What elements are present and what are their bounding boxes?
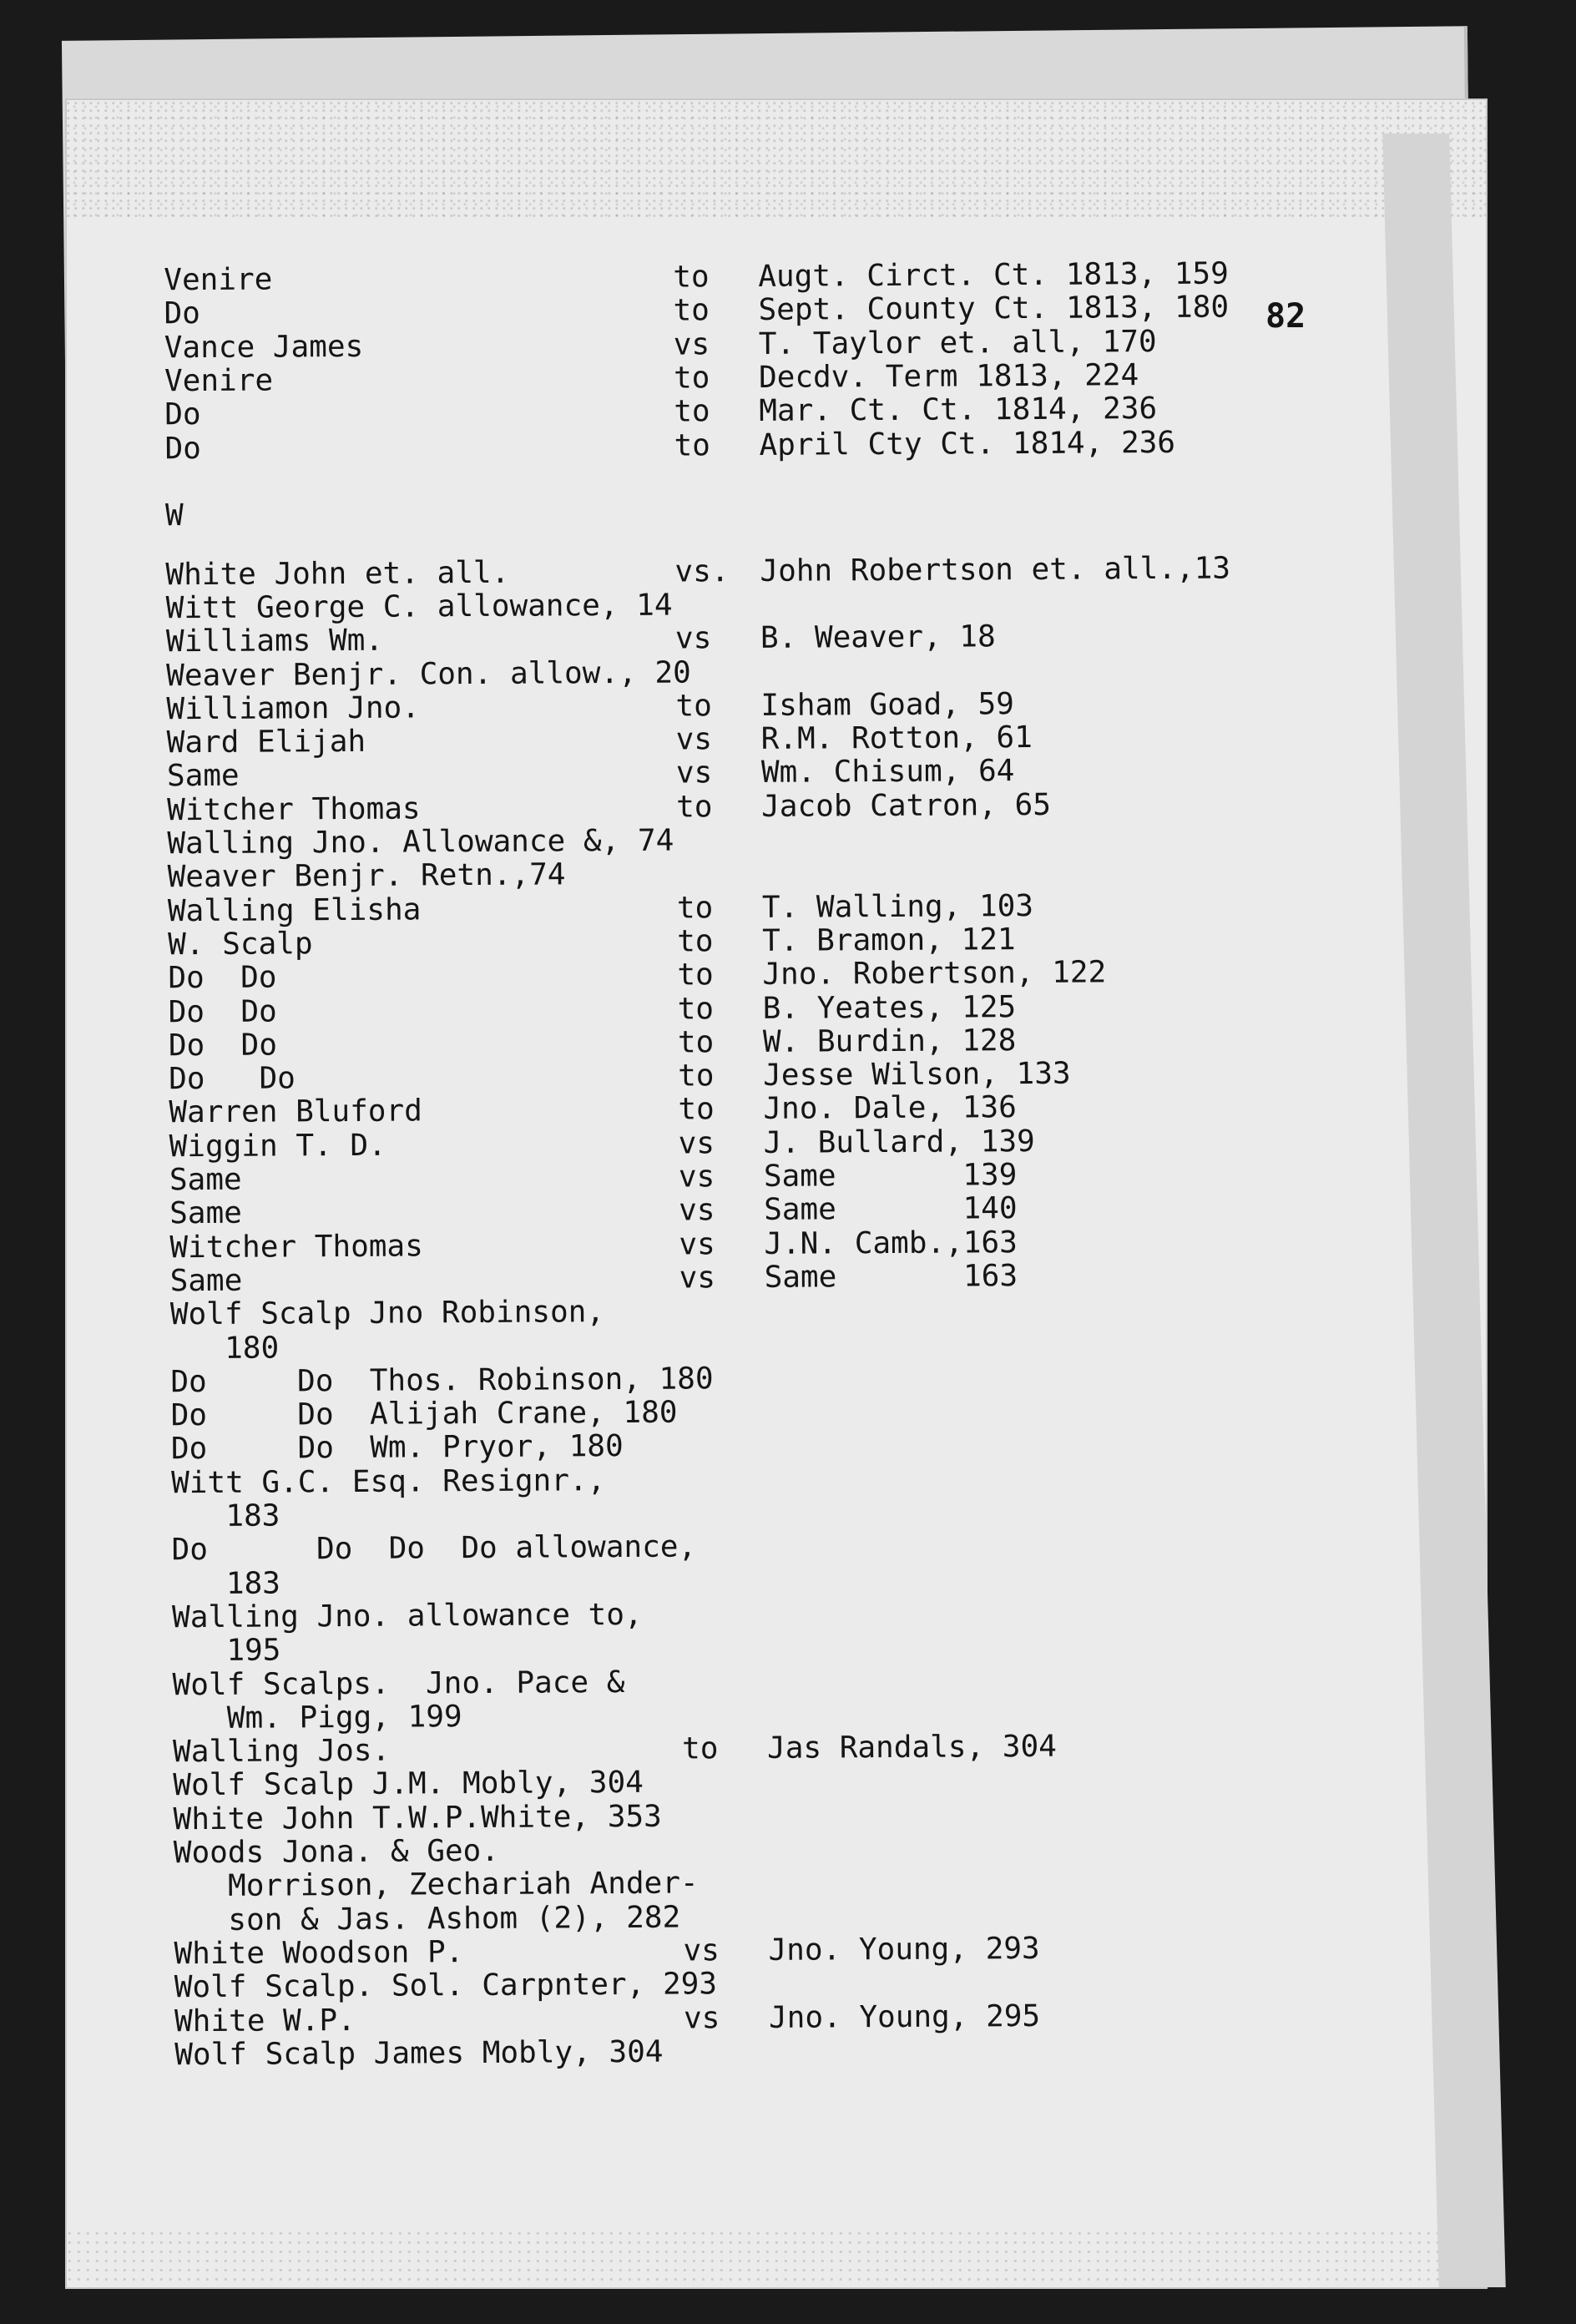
entry-ref: J. Bullard, 139 xyxy=(763,1124,1035,1160)
entry-ref: T. Bramon, 121 xyxy=(762,922,1016,958)
entry-rel: to xyxy=(673,361,710,396)
entry-name: Wiggin T. D. xyxy=(169,1128,386,1164)
entry-ref: Same 163 xyxy=(764,1258,1018,1295)
entry-name: White Woodson P. xyxy=(174,1935,464,1972)
entry-name: White John et. all. xyxy=(165,555,510,592)
entry-name: Walling Jno. allowance to, xyxy=(171,1597,643,1635)
entry-name: Witcher Thomas xyxy=(167,791,421,827)
entry-name: Witt George C. allowance, 14 xyxy=(165,588,673,626)
entry-rel: vs xyxy=(675,755,713,791)
entry-name: White John T.W.P.White, 353 xyxy=(173,1799,662,1836)
entry-ref: Jno. Young, 293 xyxy=(768,1931,1040,1968)
entry-name: Venire xyxy=(164,262,273,298)
entry-name: Do Do xyxy=(168,960,277,996)
entry-rel: to xyxy=(678,1092,715,1127)
entry-rel: vs. xyxy=(674,553,730,589)
entry-name: Williamon Jno. xyxy=(166,690,421,727)
entry-name: Weaver Benjr. Retn.,74 xyxy=(167,857,566,895)
entry-name: Wolf Scalp James Mobly, 304 xyxy=(174,2034,664,2073)
entry-name: 183 xyxy=(171,1498,280,1534)
entry-ref: Jacob Catron, 65 xyxy=(761,787,1052,824)
entry-rel: vs xyxy=(683,1933,720,1968)
entry-name: 183 xyxy=(171,1566,281,1601)
entry-name: Do Do xyxy=(168,993,277,1029)
entry-rel: to xyxy=(676,790,713,825)
entry-name: Same xyxy=(169,1162,242,1198)
entry-name: Wolf Scalps. Jno. Pace & xyxy=(172,1665,625,1702)
entry-ref: Sept. County Ct. 1813, 180 xyxy=(758,290,1230,328)
entry-name: Weaver Benjr. Con. allow., 20 xyxy=(166,654,691,693)
entry-ref: B. Yeates, 125 xyxy=(762,989,1017,1026)
entry-name: Do xyxy=(164,431,202,466)
entry-rel: to xyxy=(674,394,710,429)
entry-rel: to xyxy=(676,890,714,926)
entry-rel: to xyxy=(677,1025,715,1060)
entry-rel: to xyxy=(678,1058,715,1094)
entry-rel: to xyxy=(674,427,711,463)
entry-name: Witcher Thomas xyxy=(169,1229,423,1265)
entry-ref: Same 139 xyxy=(763,1158,1018,1194)
entry-ref: R.M. Rotton, 61 xyxy=(760,720,1033,757)
entry-ref: April Cty Ct. 1814, 236 xyxy=(759,425,1176,462)
entry-ref: T. Taylor et. all, 170 xyxy=(758,324,1157,361)
entry-ref: Isham Goad, 59 xyxy=(760,686,1015,723)
index-entries xyxy=(67,92,1499,2271)
entry-rel: to xyxy=(673,260,710,295)
entry-rel: to xyxy=(677,957,714,993)
entry-name: Walling Elisha xyxy=(167,892,422,928)
entry-name: son & Jas. Ashom (2), 282 xyxy=(174,1900,681,1938)
entry-name: Do xyxy=(164,397,201,432)
entry-ref: Jno. Robertson, 122 xyxy=(762,955,1107,993)
entry-rel: to xyxy=(677,991,715,1027)
entry-name: Ward Elijah xyxy=(166,724,366,760)
entry-rel: to xyxy=(673,293,710,328)
entry-name: Wolf Scalp. Sol. Carpnter, 293 xyxy=(174,1967,718,2005)
entry-rel: vs xyxy=(679,1193,715,1228)
entry-ref: Jno. Dale, 136 xyxy=(763,1090,1017,1127)
page-number: 82 xyxy=(1265,297,1306,336)
entry-rel: to xyxy=(681,1731,719,1766)
entry-name: Same xyxy=(169,1196,242,1231)
entry-ref: T. Walling, 103 xyxy=(761,888,1034,925)
entry-name: Do Do Alijah Crane, 180 xyxy=(170,1395,678,1433)
entry-name: White W.P. xyxy=(174,2003,356,2039)
entry-ref: John Robertson et. all.,13 xyxy=(760,551,1231,589)
entry-rel: vs xyxy=(675,722,713,757)
entry-name: Do Do xyxy=(169,1061,296,1097)
entry-name: Do Do Wm. Pryor, 180 xyxy=(170,1429,624,1467)
entry-ref: Mar. Ct. Ct. 1814, 236 xyxy=(759,392,1158,429)
entry-rel: vs xyxy=(674,621,712,656)
entry-ref: J.N. Camb.,163 xyxy=(764,1225,1018,1261)
entry-name: 195 xyxy=(172,1633,281,1669)
entry-rel: vs xyxy=(673,326,710,362)
entry-rel: to xyxy=(675,689,712,724)
entry-ref: Jas Randals, 304 xyxy=(766,1729,1057,1766)
entry-name: Venire xyxy=(164,363,274,399)
entry-name: Warren Bluford xyxy=(169,1094,422,1130)
entry-rel: to xyxy=(677,924,714,959)
entry-name: Morrison, Zechariah Ander- xyxy=(173,1866,699,1904)
entry-ref: Jesse Wilson, 133 xyxy=(763,1056,1071,1094)
entry-name: Wolf Scalp Jno Robinson, xyxy=(169,1295,605,1332)
entry-ref: W. Burdin, 128 xyxy=(762,1023,1017,1059)
entry-ref: Jno. Young, 295 xyxy=(768,1998,1041,2035)
entry-name: Woods Jona. & Geo. xyxy=(173,1833,500,1871)
entry-name: Witt G.C. Esq. Resignr., xyxy=(170,1463,606,1500)
entry-rel: vs xyxy=(678,1159,715,1195)
document-page xyxy=(67,100,1486,2287)
entry-name: Wm. Pigg, 199 xyxy=(172,1699,462,1736)
entry-ref: Decdv. Term 1813, 224 xyxy=(758,358,1139,395)
entry-rel: vs xyxy=(678,1126,715,1161)
entry-name: Do Do Thos. Robinson, 180 xyxy=(170,1362,714,1400)
entry-name: Do xyxy=(164,296,201,331)
entry-ref: Same 140 xyxy=(764,1191,1018,1228)
entry-ref: Wm. Chisum, 64 xyxy=(760,754,1015,791)
entry-name: Same xyxy=(169,1263,243,1299)
entry-name: W xyxy=(164,498,184,533)
entry-name: Same xyxy=(166,759,240,794)
entry-name: Vance James xyxy=(164,329,364,365)
entry-ref: Augt. Circt. Ct. 1813, 159 xyxy=(758,256,1229,294)
entry-rel: vs xyxy=(683,2000,720,2036)
entry-name: Walling Jno. Allowance &, 74 xyxy=(167,823,674,861)
entry-name: Do Do xyxy=(168,1028,278,1063)
entry-ref: B. Weaver, 18 xyxy=(760,619,996,656)
entry-rel: vs xyxy=(679,1226,715,1262)
entry-name: W. Scalp xyxy=(168,927,313,962)
entry-name: Williams Wm. xyxy=(165,623,384,659)
entry-name: Wolf Scalp J.M. Mobly, 304 xyxy=(173,1766,644,1803)
entry-name: Do Do Do Do allowance, xyxy=(171,1529,697,1568)
entry-name: 180 xyxy=(170,1330,280,1366)
entry-name: Walling Jos. xyxy=(172,1733,391,1770)
entry-rel: vs xyxy=(679,1261,716,1296)
